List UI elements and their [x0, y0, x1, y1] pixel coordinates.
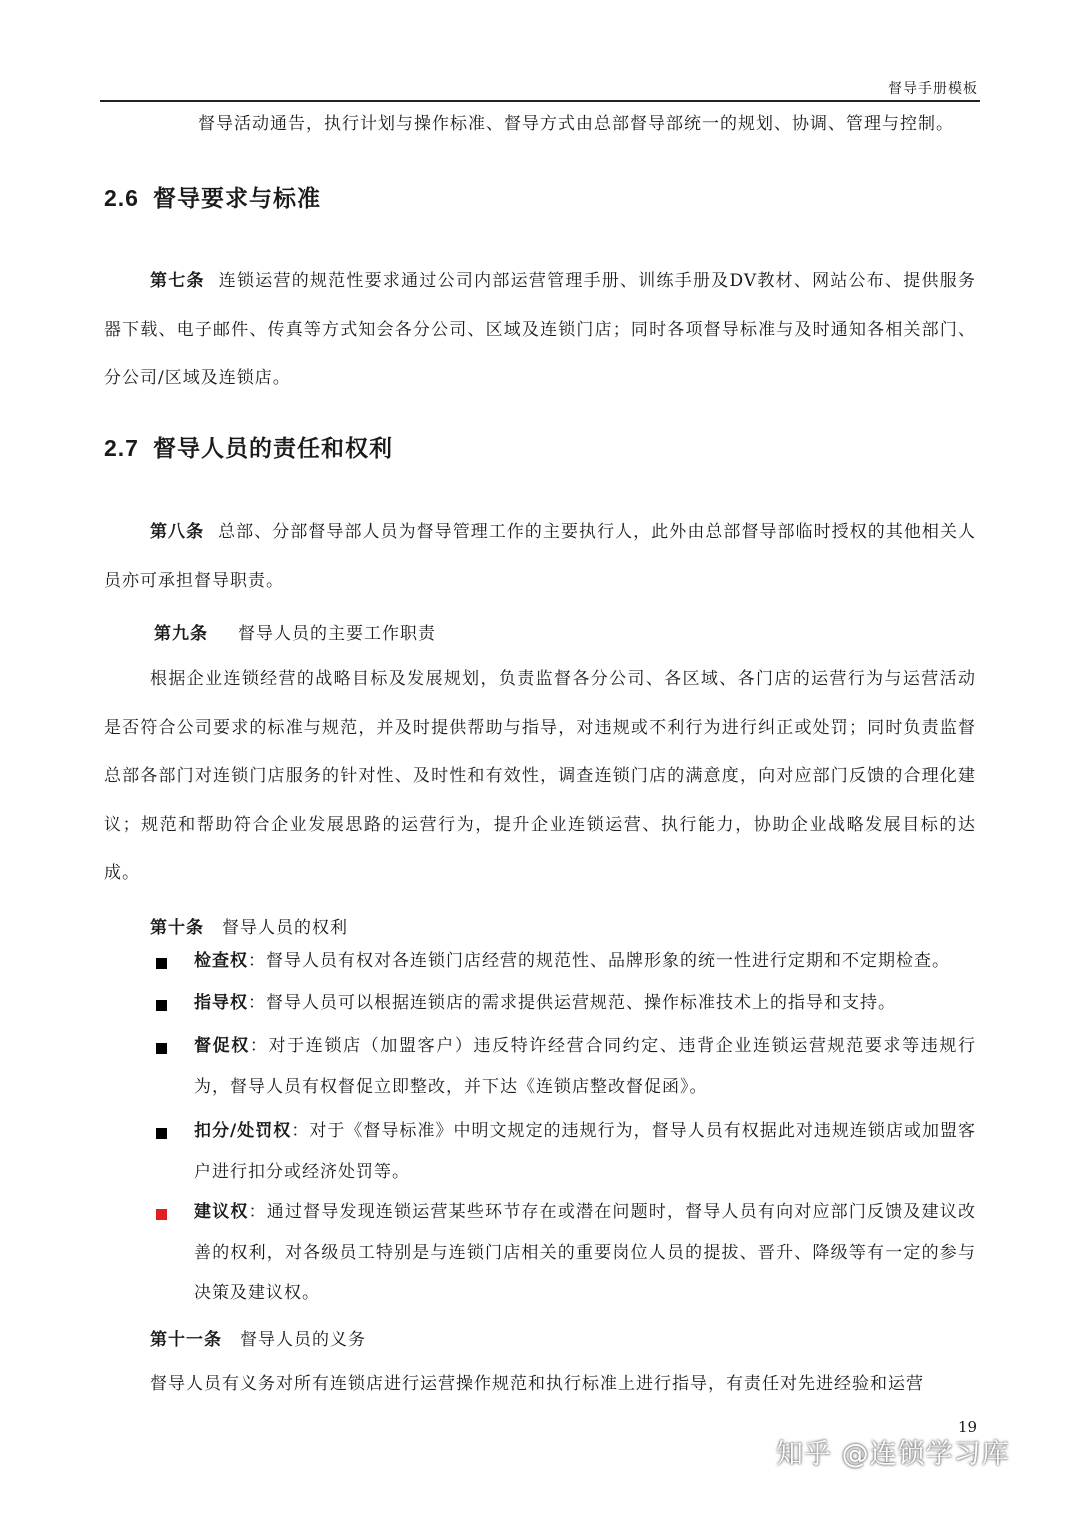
section-number: 2.7 — [104, 435, 139, 461]
article-10-heading — [150, 913, 348, 938]
article-8-title: 第八条 — [150, 522, 205, 542]
right-text — [194, 1026, 976, 1107]
right-text — [194, 1111, 976, 1192]
article-11-heading — [150, 1325, 366, 1350]
right-description: ：对于《督导标准》中明文规定的违规行为，督导人员有权据此对违规连锁店或加盟客户进行扣分或经济处罚等。 — [194, 1121, 976, 1182]
article-7-text: 连锁运营的规范性要求通过公司内部运营管理手册、训练手册及DV教材、网站公布、提供服务器下载、电子邮件、传真等方式知会各分公司、区域及连锁门店；同时各项督导标准与及时通知各相关部门、分公司/区域及连锁店。 — [104, 271, 977, 388]
right-term: 督促权 — [194, 1036, 250, 1056]
article-9-paragraph: 根据企业连锁经营的战略目标及发展规划，负责监督各分公司、各区域、各门店的运营行为与运营活动是否符合公司要求的标准与规范，并及时提供帮助与指导，对违规或不利行为进行纠正或处罚；同时负责监督总部各部门对连锁门店服务的针对性、及时性和有效性，调查连锁门店的满意度，向对应部门反馈的合理化建议；规范和帮助符合企业发展思路的运营行为，提升企业连锁运营、执行能力，协助企业战略发展目标的达成。 — [104, 669, 976, 883]
article-9-title: 第九条 — [154, 624, 208, 644]
section-heading-2-7 — [104, 430, 393, 463]
article-8-paragraph — [104, 508, 976, 605]
right-description: ：督导人员有权对各连锁门店经营的规范性、品牌形象的统一性进行定期和不定期检查。 — [248, 951, 950, 971]
article-10-subtitle: 督导人员的权利 — [222, 918, 348, 938]
intro-paragraph: 督导活动通告，执行计划与操作标准、督导方式由总部督导部统一的规划、协调、管理与控制。 — [198, 114, 954, 134]
right-text — [194, 983, 976, 1024]
header-title: 督导手册模板 — [888, 81, 978, 97]
page-number: 19 — [958, 1418, 978, 1436]
right-term: 建议权 — [194, 1202, 249, 1222]
article-7-paragraph — [104, 257, 976, 403]
bullet-square-icon — [156, 1128, 167, 1139]
article-11-paragraph: 督导人员有义务对所有连锁店进行运营操作规范和执行标准上进行指导，有责任对先进经验和运营 — [150, 1374, 924, 1394]
article-11-subtitle: 督导人员的义务 — [240, 1330, 366, 1350]
right-description: ：督导人员可以根据连锁店的需求提供运营规范、操作标准技术上的指导和支持。 — [248, 993, 896, 1013]
right-description: ：对于连锁店（加盟客户）违反特许经营合同约定、违背企业连锁运营规范要求等违规行为，督导人员有权督促立即整改，并下达《连锁店整改督促函》。 — [194, 1036, 977, 1097]
right-term: 指导权 — [194, 993, 248, 1013]
zhihu-watermark: 知乎 @连锁学习库 — [776, 1439, 1010, 1470]
article-11-title: 第十一条 — [150, 1330, 222, 1350]
bullet-square-icon — [156, 1000, 167, 1011]
bullet-square-icon — [156, 1043, 167, 1054]
page-header — [100, 72, 980, 102]
article-8-text: 总部、分部督导部人员为督导管理工作的主要执行人，此外由总部督导部临时授权的其他相关人员亦可承担督导职责。 — [104, 522, 977, 591]
right-term: 检查权 — [194, 951, 248, 971]
article-10-title: 第十条 — [150, 918, 204, 938]
section-heading-2-6 — [104, 180, 321, 213]
article-7-title: 第七条 — [150, 271, 205, 291]
bullet-square-red-icon — [156, 1209, 167, 1220]
section-number: 2.6 — [104, 185, 139, 211]
section-title: 督导人员的责任和权利 — [152, 435, 393, 462]
right-text — [194, 941, 976, 982]
right-term: 扣分/处罚权 — [194, 1121, 292, 1141]
bullet-square-icon — [156, 958, 167, 969]
article-9-heading — [154, 619, 436, 644]
right-text — [194, 1192, 976, 1314]
right-description: ：通过督导发现连锁运营某些环节存在或潜在问题时，督导人员有向对应部门反馈及建议改善的权利，对各级员工特别是与连锁门店相关的重要岗位人员的提拔、晋升、降级等有一定的参与决策及建议权。 — [194, 1202, 977, 1303]
section-title: 督导要求与标准 — [152, 185, 321, 212]
article-9-subtitle: 督导人员的主要工作职责 — [238, 624, 436, 644]
